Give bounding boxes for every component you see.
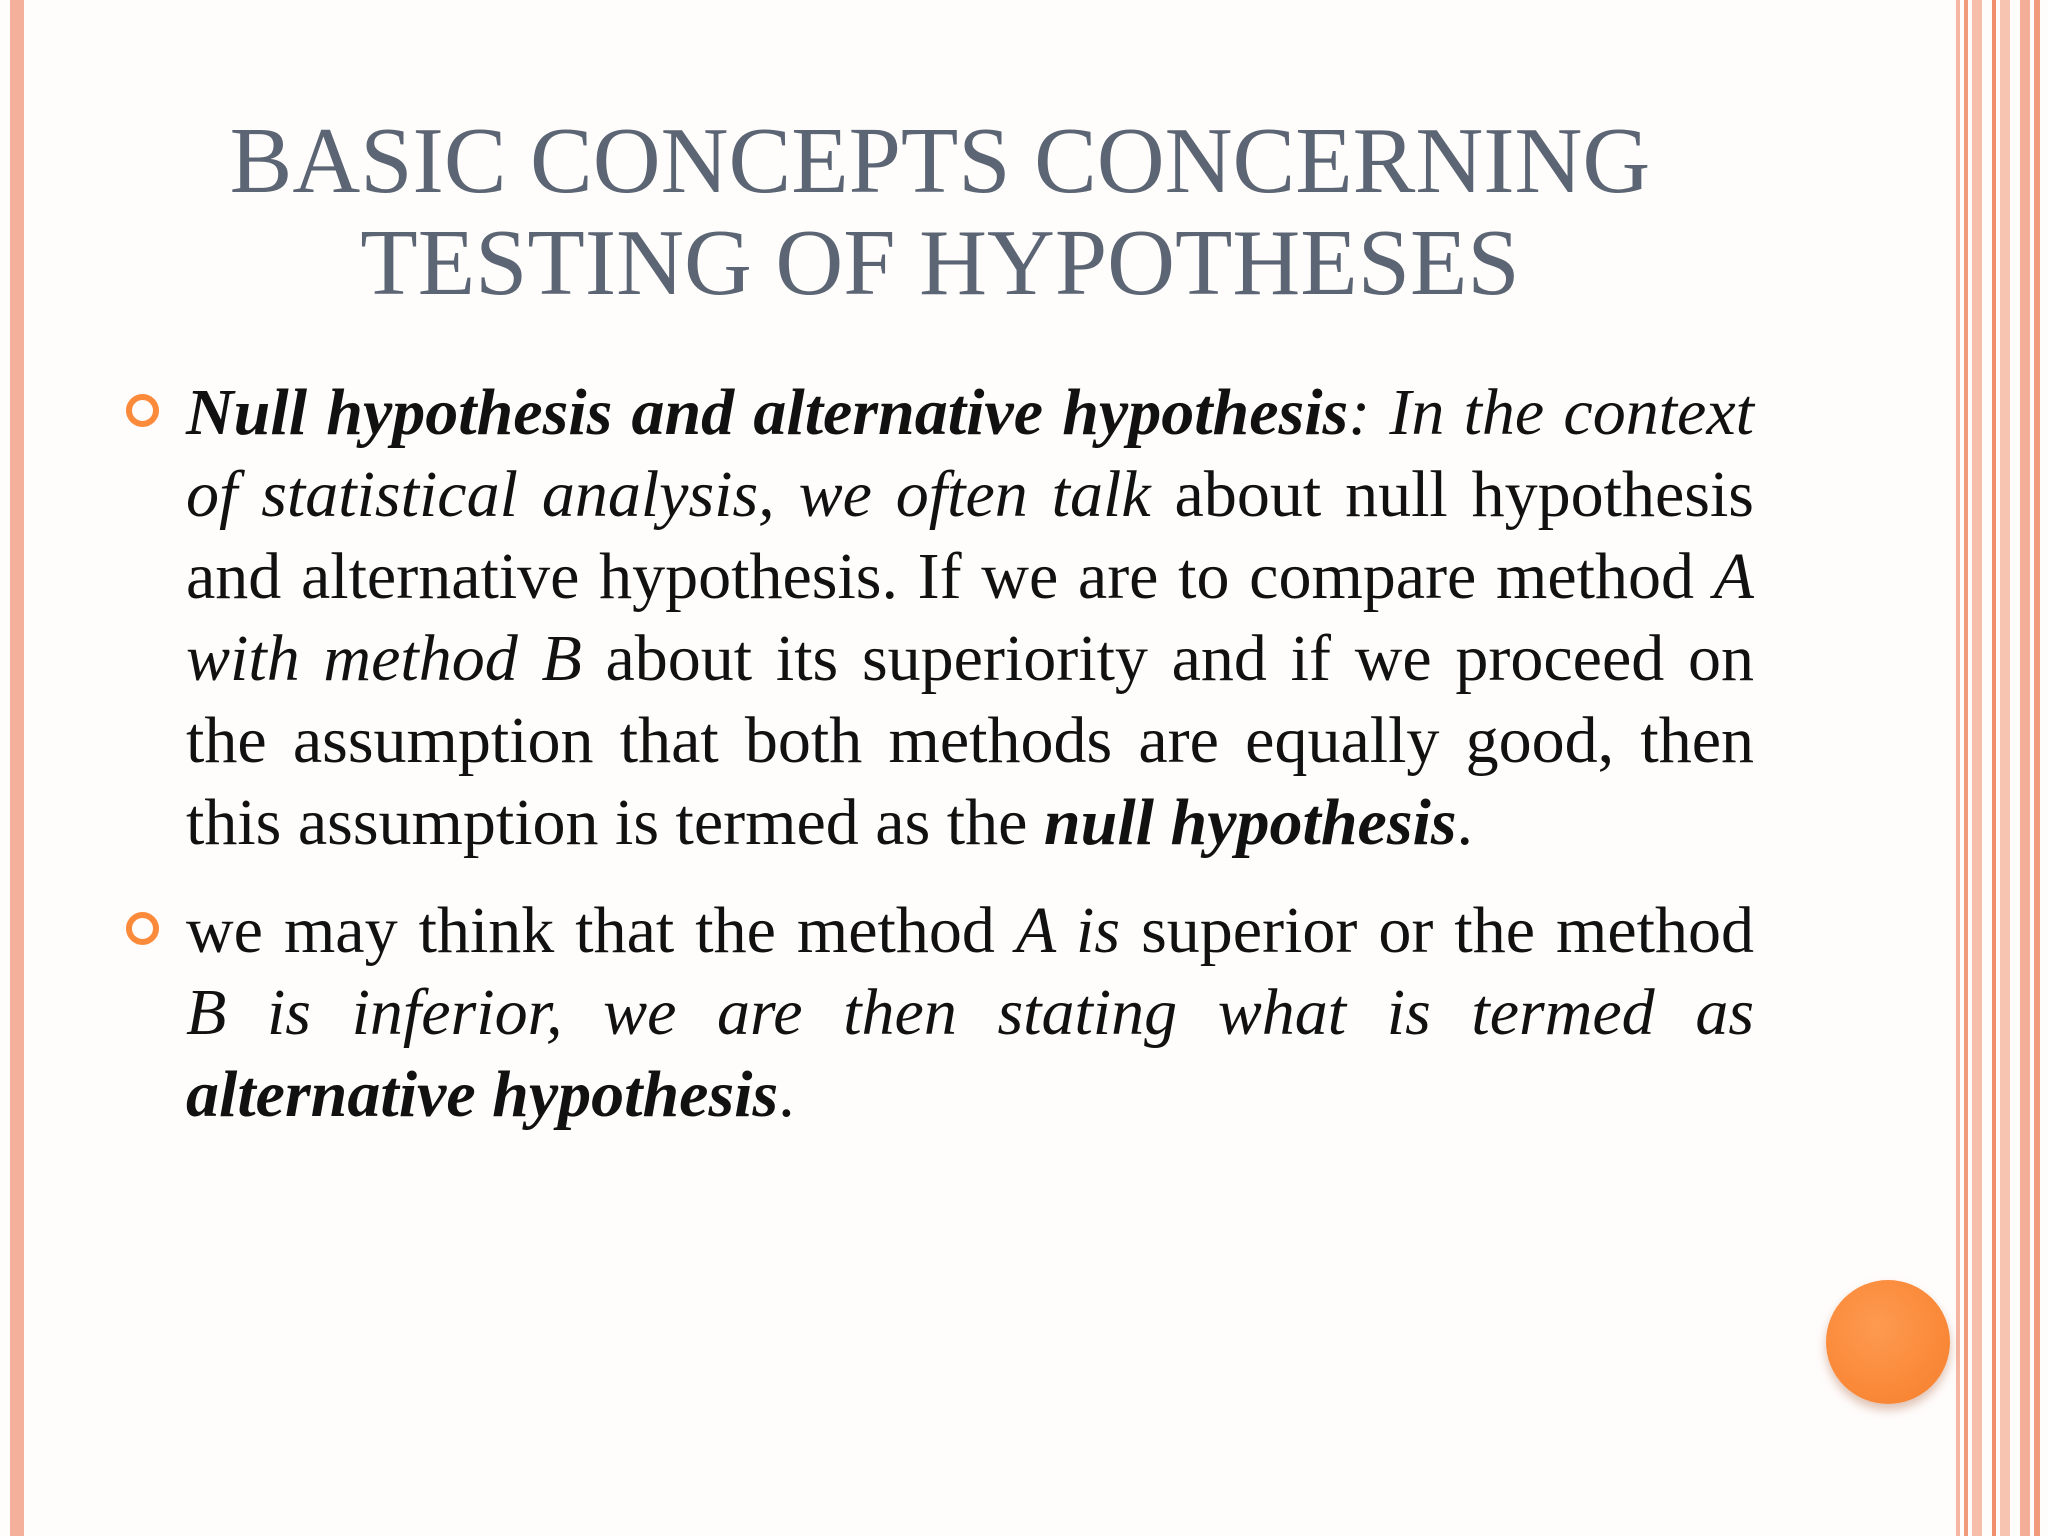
right-border-stripe [1992, 0, 1996, 1536]
bullet-text-end: . [1456, 786, 1474, 859]
right-border-stripe [1956, 0, 1960, 1536]
slide-body [186, 372, 1754, 1162]
bullet-text: we may think that the method [186, 894, 1016, 967]
bullet-item [186, 890, 1754, 1136]
bullet-text: about its superiority and if we proceed on the assumption that both methods are equally good, then this assumption is termed as the [186, 622, 1754, 859]
method-a-text: A is [1015, 894, 1121, 967]
left-border-stripe [10, 0, 24, 1536]
right-border-stripe [2020, 0, 2030, 1536]
method-b-text: B is inferior, we are then stating what is termed as [186, 976, 1754, 1049]
method-comparison-text: A with method B [186, 540, 1754, 695]
ring-bullet-icon [126, 912, 159, 945]
term-null-hypothesis: null hypothesis [1043, 786, 1457, 859]
slide-title [120, 110, 1760, 314]
bullet-text: superior or the method [1120, 894, 1755, 967]
bullet-item [186, 372, 1754, 864]
right-border-stripe [1972, 0, 1982, 1536]
right-border-stripe [2000, 0, 2010, 1536]
bullet-text: about null hypothesis and alternative hypothesis. If we are to compare method [186, 458, 1754, 613]
slide-title-line-2: TESTING OF HYPOTHESES [360, 211, 1520, 315]
term-null-and-alternative: Null hypothesis and alternative hypothesis [186, 376, 1349, 449]
orange-circle-icon [1826, 1280, 1950, 1404]
ring-bullet-icon [126, 394, 159, 427]
right-border-stripe [1964, 0, 1968, 1536]
right-border-stripe [2034, 0, 2040, 1536]
bullet-text-intro: : In the context of statistical analysis, we often talk [186, 376, 1754, 531]
bullet-text-end: . [778, 1058, 795, 1131]
slide-title-line-1: BASIC CONCEPTS CONCERNING [229, 109, 1651, 213]
term-alternative-hypothesis: alternative hypothesis [186, 1058, 779, 1131]
